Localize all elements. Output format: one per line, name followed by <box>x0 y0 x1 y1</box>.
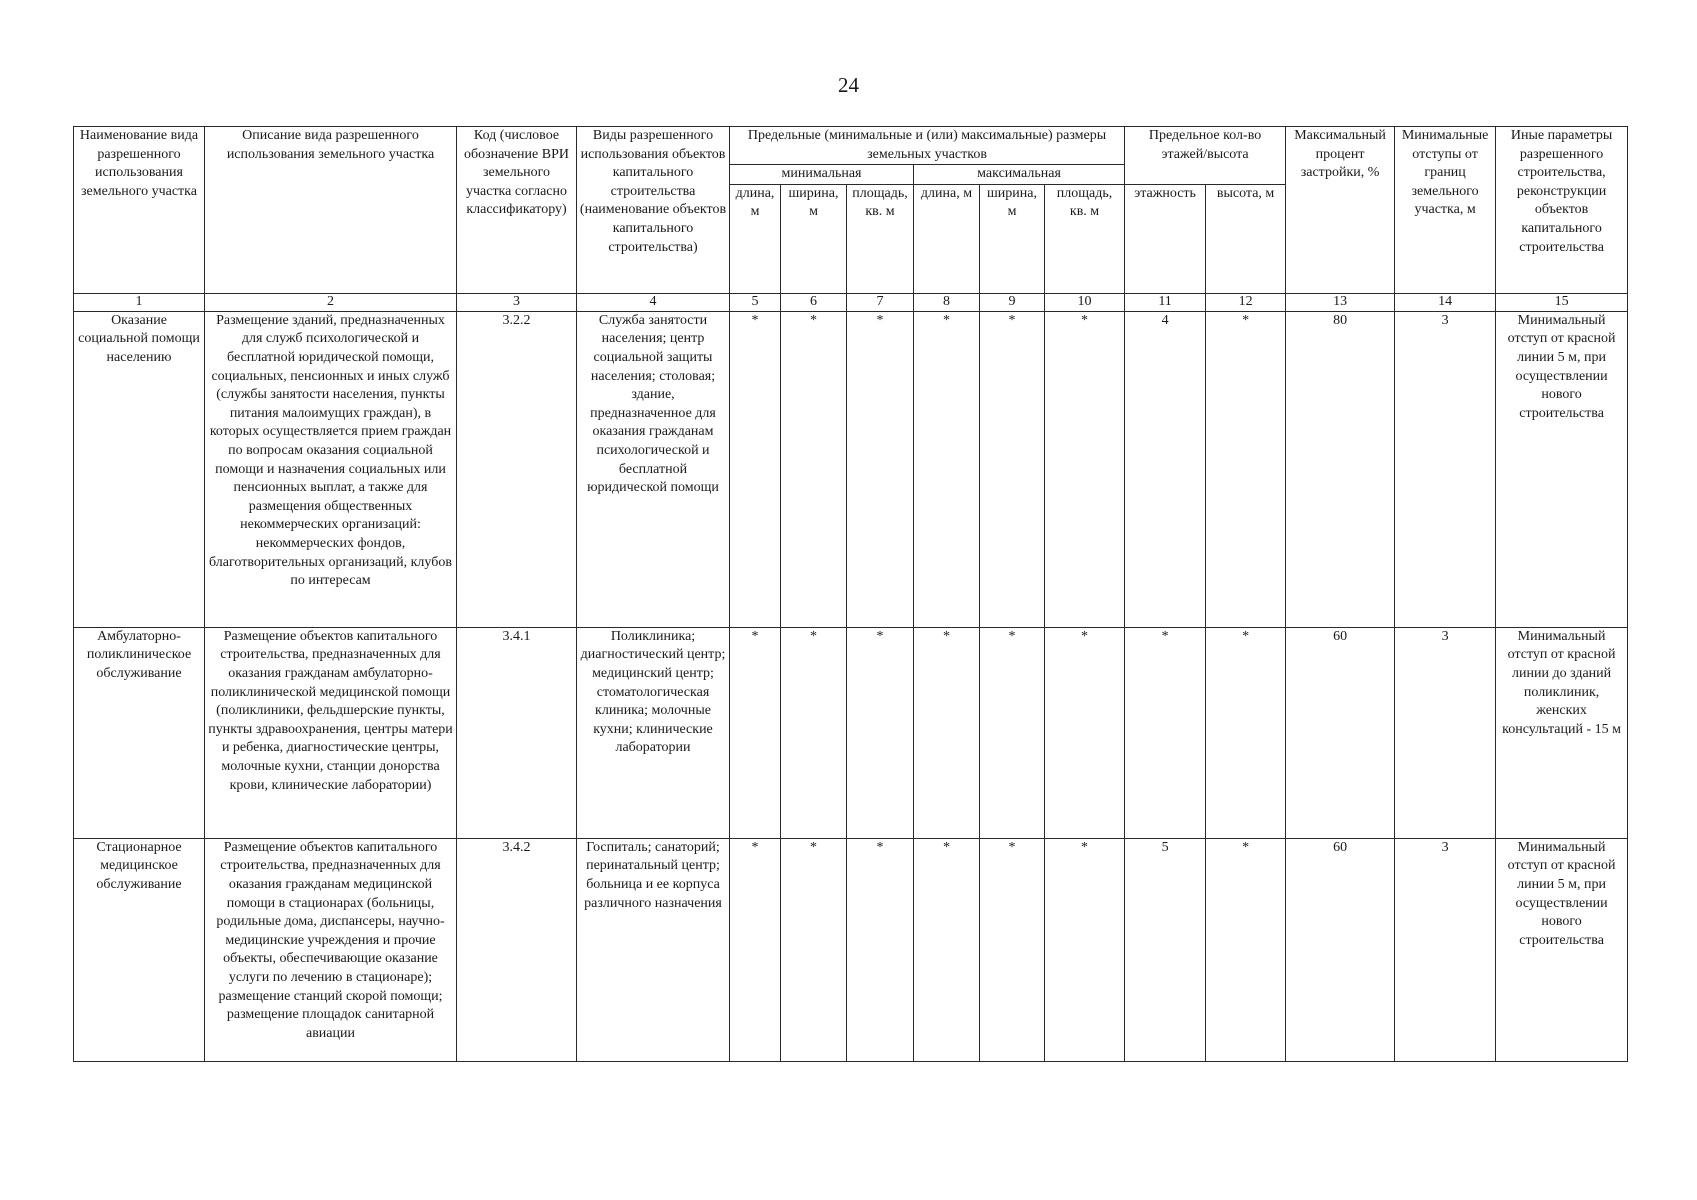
header-row-top <box>74 127 1628 165</box>
min-length: * <box>730 311 781 627</box>
max-width: * <box>980 311 1045 627</box>
column-number: 4 <box>577 293 730 311</box>
height: * <box>1206 627 1286 838</box>
max-area: * <box>1045 311 1125 627</box>
header-min-area: площадь, кв. м <box>847 184 914 293</box>
use-code: 3.4.2 <box>457 838 577 1061</box>
max-width: * <box>980 627 1045 838</box>
column-number: 3 <box>457 293 577 311</box>
min-area: * <box>847 627 914 838</box>
header-min-width: ширина, м <box>781 184 847 293</box>
min-area: * <box>847 838 914 1061</box>
setback: 3 <box>1395 311 1496 627</box>
min-length: * <box>730 838 781 1061</box>
header-height: высота, м <box>1206 184 1286 293</box>
header-objects: Виды разрешенного использования объектов капитального строительства (наименование объектов капитального строительства) <box>577 127 730 294</box>
min-width: * <box>781 311 847 627</box>
other-params: Минимальный отступ от красной линии 5 м, при осуществлении нового строительства <box>1496 838 1628 1061</box>
use-objects: Госпиталь; санаторий; перинатальный центр; больница и ее корпуса различного назначения <box>577 838 730 1061</box>
max-length: * <box>914 627 980 838</box>
use-name: Оказание социальной помощи населению <box>74 311 205 627</box>
coverage: 60 <box>1286 838 1395 1061</box>
use-objects: Служба занятости населения; центр социальной защиты населения; столовая; здание, предназначенное для оказания гражданам психологической и бесплатной юридической помощи <box>577 311 730 627</box>
floors: 4 <box>1125 311 1206 627</box>
header-name: Наименование вида разрешенного использования земельного участка <box>74 127 205 294</box>
column-number: 15 <box>1496 293 1628 311</box>
max-width: * <box>980 838 1045 1061</box>
header-other: Иные параметры разрешенного строительства, реконструкции объектов капитального строительства <box>1496 127 1628 294</box>
header-plot-sizes: Предельные (минимальные и (или) максимальные) размеры земельных участков <box>730 127 1125 165</box>
column-number: 1 <box>74 293 205 311</box>
table-row <box>74 311 1628 627</box>
use-code: 3.4.1 <box>457 627 577 838</box>
setback: 3 <box>1395 627 1496 838</box>
column-number: 14 <box>1395 293 1496 311</box>
use-description: Размещение объектов капитального строительства, предназначенных для оказания гражданам медицинской помощи в стационарах (больницы, родильные дома, диспансеры, научно-медицинские учреждения и прочие объекты, обеспечивающие оказание услуги по лечению в стационаре); размещение станций скорой помощи; размещение площадок санитарной авиации <box>205 838 457 1061</box>
header-max: максимальная <box>914 165 1125 185</box>
column-number: 6 <box>781 293 847 311</box>
column-number: 8 <box>914 293 980 311</box>
column-number-row <box>74 293 1628 311</box>
min-length: * <box>730 627 781 838</box>
column-number: 12 <box>1206 293 1286 311</box>
column-number: 7 <box>847 293 914 311</box>
min-area: * <box>847 311 914 627</box>
max-area: * <box>1045 627 1125 838</box>
column-number: 13 <box>1286 293 1395 311</box>
max-area: * <box>1045 838 1125 1061</box>
header-min: минимальная <box>730 165 914 185</box>
header-floors: этажность <box>1125 184 1206 293</box>
max-length: * <box>914 311 980 627</box>
min-width: * <box>781 627 847 838</box>
page-number: 24 <box>838 73 859 97</box>
header-description: Описание вида разрешенного использования земельного участка <box>205 127 457 294</box>
height: * <box>1206 838 1286 1061</box>
zoning-regulations-table <box>73 126 1628 1062</box>
header-coverage: Максимальный процент застройки, % <box>1286 127 1395 294</box>
use-name: Амбулаторно-поликлиническое обслуживание <box>74 627 205 838</box>
use-code: 3.2.2 <box>457 311 577 627</box>
height: * <box>1206 311 1286 627</box>
header-floors-group: Предельное кол-во этажей/высота <box>1125 127 1286 185</box>
header-max-length: длина, м <box>914 184 980 293</box>
other-params: Минимальный отступ от красной линии до зданий поликлиник, женских консультаций - 15 м <box>1496 627 1628 838</box>
table-row <box>74 838 1628 1061</box>
use-description: Размещение объектов капитального строительства, предназначенных для оказания гражданам амбулаторно-поликлинической медицинской помощи (поликлиники, фельдшерские пункты, пункты здравоохранения, центры матери и ребенка, диагностические центры, молочные кухни, станции донорства крови, клинические лаборатории) <box>205 627 457 838</box>
use-description: Размещение зданий, предназначенных для служб психологической и бесплатной юридической помощи, социальных, пенсионных и иных служб (службы занятости населения, пункты питания малоимущих граждан), в которых осуществляется прием граждан по вопросам оказания социальной помощи и назначения социальных или пенсионных выплат, а также для размещения общественных некоммерческих организаций: некоммерческих фондов, благотворительных организаций, клубов по интересам <box>205 311 457 627</box>
column-number: 9 <box>980 293 1045 311</box>
floors: * <box>1125 627 1206 838</box>
column-number: 10 <box>1045 293 1125 311</box>
header-setback: Минимальные отступы от границ земельного участка, м <box>1395 127 1496 294</box>
header-max-area: площадь, кв. м <box>1045 184 1125 293</box>
use-objects: Поликлиника; диагностический центр; медицинский центр; стоматологическая клиника; молочные кухни; клинические лаборатории <box>577 627 730 838</box>
column-number: 11 <box>1125 293 1206 311</box>
max-length: * <box>914 838 980 1061</box>
coverage: 80 <box>1286 311 1395 627</box>
table-row <box>74 627 1628 838</box>
column-number: 5 <box>730 293 781 311</box>
use-name: Стационарное медицинское обслуживание <box>74 838 205 1061</box>
floors: 5 <box>1125 838 1206 1061</box>
coverage: 60 <box>1286 627 1395 838</box>
setback: 3 <box>1395 838 1496 1061</box>
header-max-width: ширина, м <box>980 184 1045 293</box>
other-params: Минимальный отступ от красной линии 5 м, при осуществлении нового строительства <box>1496 311 1628 627</box>
header-code: Код (числовое обозначение ВРИ земельного участка согласно классификатору) <box>457 127 577 294</box>
min-width: * <box>781 838 847 1061</box>
header-min-length: длина, м <box>730 184 781 293</box>
column-number: 2 <box>205 293 457 311</box>
